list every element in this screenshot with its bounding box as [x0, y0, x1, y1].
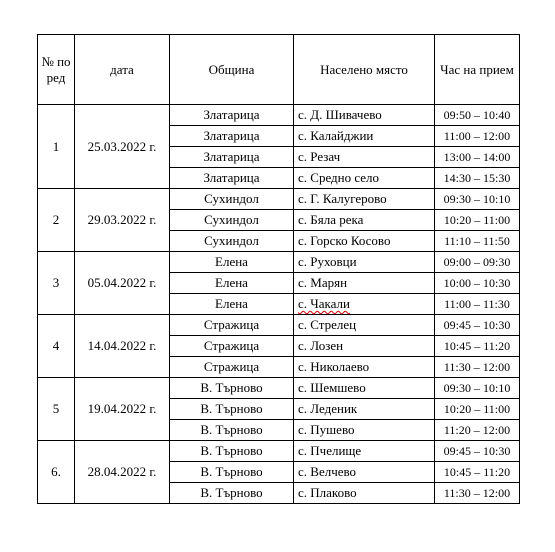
- time-cell: 13:00 – 14:00: [435, 147, 520, 168]
- municipality-cell: Сухиндол: [170, 231, 294, 252]
- municipality-cell: Стражица: [170, 357, 294, 378]
- municipality-cell: Елена: [170, 252, 294, 273]
- place-name: с. Д. Шивачево: [298, 107, 382, 122]
- place-cell: [294, 168, 435, 189]
- time-cell: 09:00 – 09:30: [435, 252, 520, 273]
- visit-date: 19.04.2022 г.: [75, 378, 170, 441]
- header-place: Населено място: [294, 35, 435, 105]
- row-number: 1: [38, 105, 75, 189]
- place-name: с. Плаково: [298, 485, 357, 500]
- header-num: № по ред: [38, 35, 75, 105]
- place-cell: [294, 378, 435, 399]
- place-name: с. Чакали: [298, 296, 350, 311]
- table-row: [38, 105, 520, 126]
- header-municipality: Община: [170, 35, 294, 105]
- header-time: Час на прием: [435, 35, 520, 105]
- row-number: 6.: [38, 441, 75, 504]
- time-cell: 11:30 – 12:00: [435, 357, 520, 378]
- time-cell: 10:45 – 11:20: [435, 462, 520, 483]
- visit-date: 14.04.2022 г.: [75, 315, 170, 378]
- place-name: с. Николаево: [298, 359, 370, 374]
- time-cell: 14:30 – 15:30: [435, 168, 520, 189]
- row-number: 5: [38, 378, 75, 441]
- place-name: с. Средно село: [298, 170, 380, 185]
- table-row: [38, 441, 520, 462]
- schedule-table: [37, 34, 520, 504]
- municipality-cell: В. Търново: [170, 441, 294, 462]
- time-cell: 09:30 – 10:10: [435, 378, 520, 399]
- place-cell: [294, 462, 435, 483]
- place-cell: [294, 252, 435, 273]
- municipality-cell: Стражица: [170, 315, 294, 336]
- municipality-cell: В. Търново: [170, 483, 294, 504]
- place-cell: [294, 399, 435, 420]
- place-name: с. Пчелище: [298, 443, 362, 458]
- table-row: [38, 189, 520, 210]
- time-cell: 11:10 – 11:50: [435, 231, 520, 252]
- place-cell: [294, 315, 435, 336]
- time-cell: 11:20 – 12:00: [435, 420, 520, 441]
- place-name: с. Стрелец: [298, 317, 357, 332]
- place-name: с. Калайджии: [298, 128, 374, 143]
- header-date: дата: [75, 35, 170, 105]
- time-cell: 09:50 – 10:40: [435, 105, 520, 126]
- place-cell: [294, 189, 435, 210]
- place-cell: [294, 483, 435, 504]
- schedule-body: [38, 105, 520, 504]
- visit-date: 28.04.2022 г.: [75, 441, 170, 504]
- place-name: с. Резач: [298, 149, 341, 164]
- place-name: с. Марян: [298, 275, 348, 290]
- municipality-cell: Елена: [170, 273, 294, 294]
- time-cell: 10:20 – 11:00: [435, 399, 520, 420]
- time-cell: 10:45 – 11:20: [435, 336, 520, 357]
- municipality-cell: Сухиндол: [170, 210, 294, 231]
- place-name: с. Велчево: [298, 464, 357, 479]
- visit-date: 25.03.2022 г.: [75, 105, 170, 189]
- row-number: 2: [38, 189, 75, 252]
- time-cell: 11:30 – 12:00: [435, 483, 520, 504]
- municipality-cell: Стражица: [170, 336, 294, 357]
- municipality-cell: Златарица: [170, 168, 294, 189]
- place-name: с. Леденик: [298, 401, 358, 416]
- header-row: [38, 35, 520, 105]
- row-number: 3: [38, 252, 75, 315]
- place-cell: [294, 441, 435, 462]
- municipality-cell: Златарица: [170, 105, 294, 126]
- municipality-cell: Златарица: [170, 147, 294, 168]
- time-cell: 09:30 – 10:10: [435, 189, 520, 210]
- time-cell: 09:45 – 10:30: [435, 315, 520, 336]
- place-cell: [294, 231, 435, 252]
- time-cell: 09:45 – 10:30: [435, 441, 520, 462]
- table-row: [38, 252, 520, 273]
- municipality-cell: В. Търново: [170, 462, 294, 483]
- place-cell: [294, 105, 435, 126]
- table-row: [38, 378, 520, 399]
- place-name: с. Горско Косово: [298, 233, 391, 248]
- row-number: 4: [38, 315, 75, 378]
- place-cell: [294, 357, 435, 378]
- municipality-cell: В. Търново: [170, 378, 294, 399]
- municipality-cell: Златарица: [170, 126, 294, 147]
- visit-date: 05.04.2022 г.: [75, 252, 170, 315]
- table-row: [38, 315, 520, 336]
- place-name: с. Г. Калугерово: [298, 191, 387, 206]
- place-cell: [294, 147, 435, 168]
- place-cell: [294, 420, 435, 441]
- place-cell: [294, 126, 435, 147]
- municipality-cell: В. Търново: [170, 420, 294, 441]
- place-cell: [294, 210, 435, 231]
- time-cell: 11:00 – 12:00: [435, 126, 520, 147]
- time-cell: 10:00 – 10:30: [435, 273, 520, 294]
- time-cell: 11:00 – 11:30: [435, 294, 520, 315]
- place-cell: [294, 273, 435, 294]
- visit-date: 29.03.2022 г.: [75, 189, 170, 252]
- place-name: с. Шемшево: [298, 380, 366, 395]
- municipality-cell: В. Търново: [170, 399, 294, 420]
- place-name: с. Лозен: [298, 338, 344, 353]
- municipality-cell: Елена: [170, 294, 294, 315]
- municipality-cell: Сухиндол: [170, 189, 294, 210]
- place-name: с. Руховци: [298, 254, 357, 269]
- place-name: с. Бяла река: [298, 212, 364, 227]
- place-cell: [294, 336, 435, 357]
- time-cell: 10:20 – 11:00: [435, 210, 520, 231]
- place-name: с. Пушево: [298, 422, 355, 437]
- place-cell: [294, 294, 435, 315]
